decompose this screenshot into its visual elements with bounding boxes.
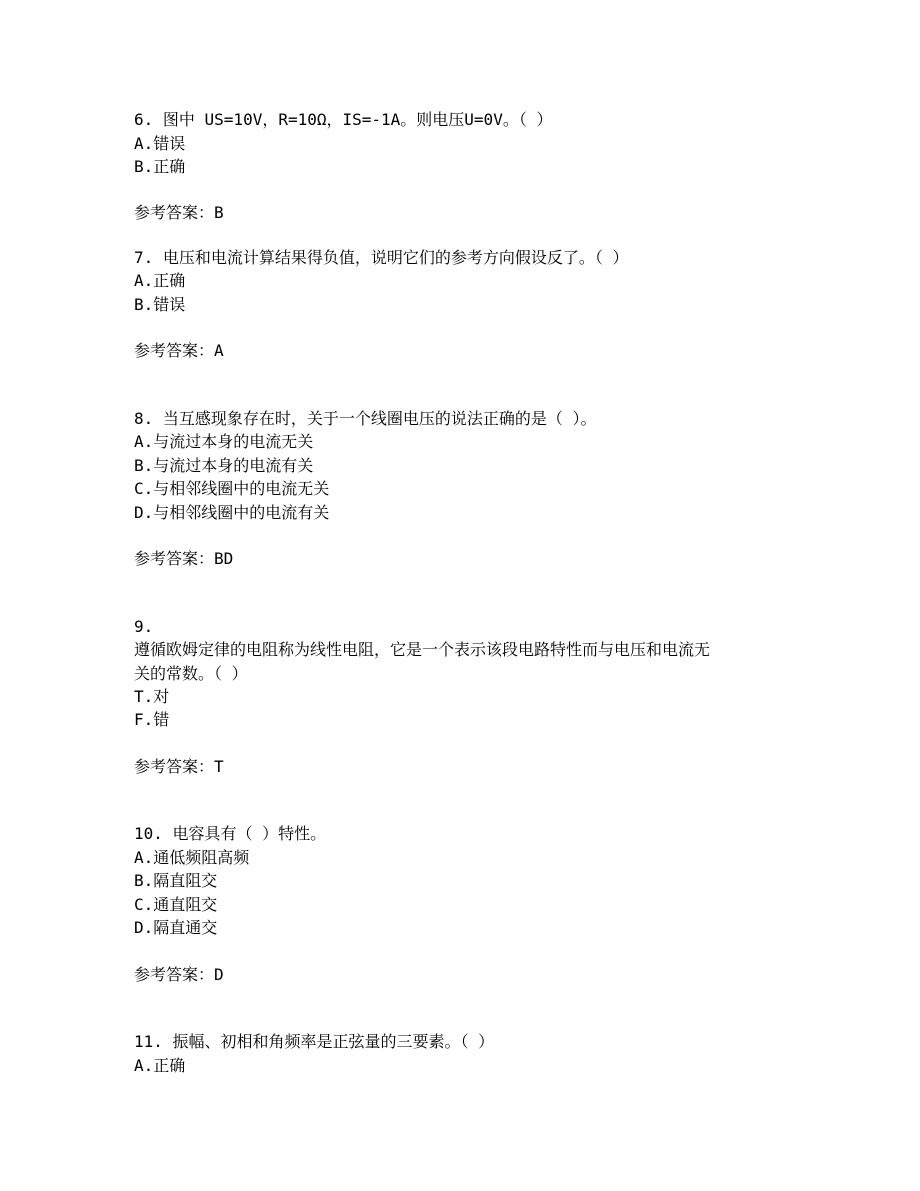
question-7-option-a: A.正确: [134, 271, 186, 290]
question-9-option-t: T.对: [134, 687, 170, 706]
question-7-option-b: B.错误: [134, 295, 186, 314]
question-9-stem-line-1: 遵循欧姆定律的电阻称为线性电阻，它是一个表示该段电路特性而与电压和电流无: [134, 640, 711, 659]
question-9-number: 9.: [134, 617, 154, 636]
question-7-answer: 参考答案：A: [134, 341, 224, 360]
question-8-option-c: C.与相邻线圈中的电流无关: [134, 479, 330, 498]
question-6-stem: 6. 图中 US=10V，R=10Ω，IS=-1A。则电压U=0V。（ ）: [134, 110, 553, 129]
question-10-option-d: D.隔直通交: [134, 918, 218, 937]
question-10-answer: 参考答案：D: [134, 965, 224, 984]
question-8-option-a: A.与流过本身的电流无关: [134, 432, 314, 451]
question-9-answer: 参考答案：T: [134, 757, 224, 776]
question-11-stem: 11. 振幅、初相和角频率是正弦量的三要素。（ ）: [134, 1032, 495, 1051]
question-8-answer: 参考答案：BD: [134, 549, 234, 568]
question-10-option-b: B.隔直阻交: [134, 871, 218, 890]
question-10-option-c: C.通直阻交: [134, 895, 218, 914]
question-6-option-a: A.错误: [134, 134, 186, 153]
question-10-stem: 10. 电容具有（ ）特性。: [134, 824, 327, 843]
question-9-stem-line-2: 关的常数。（ ）: [134, 664, 248, 683]
question-8-stem: 8. 当互感现象存在时，关于一个线圈电压的说法正确的是（ ）。: [134, 409, 597, 428]
question-6-answer: 参考答案：B: [134, 203, 224, 222]
question-7-stem: 7. 电压和电流计算结果得负值，说明它们的参考方向假设反了。（ ）: [134, 248, 629, 267]
question-11-option-a: A.正确: [134, 1056, 186, 1075]
question-6-option-b: B.正确: [134, 157, 186, 176]
question-10-option-a: A.通低频阻高频: [134, 848, 250, 867]
question-9-option-f: F.错: [134, 710, 170, 729]
question-8-option-d: D.与相邻线圈中的电流有关: [134, 503, 330, 522]
question-8-option-b: B.与流过本身的电流有关: [134, 456, 314, 475]
